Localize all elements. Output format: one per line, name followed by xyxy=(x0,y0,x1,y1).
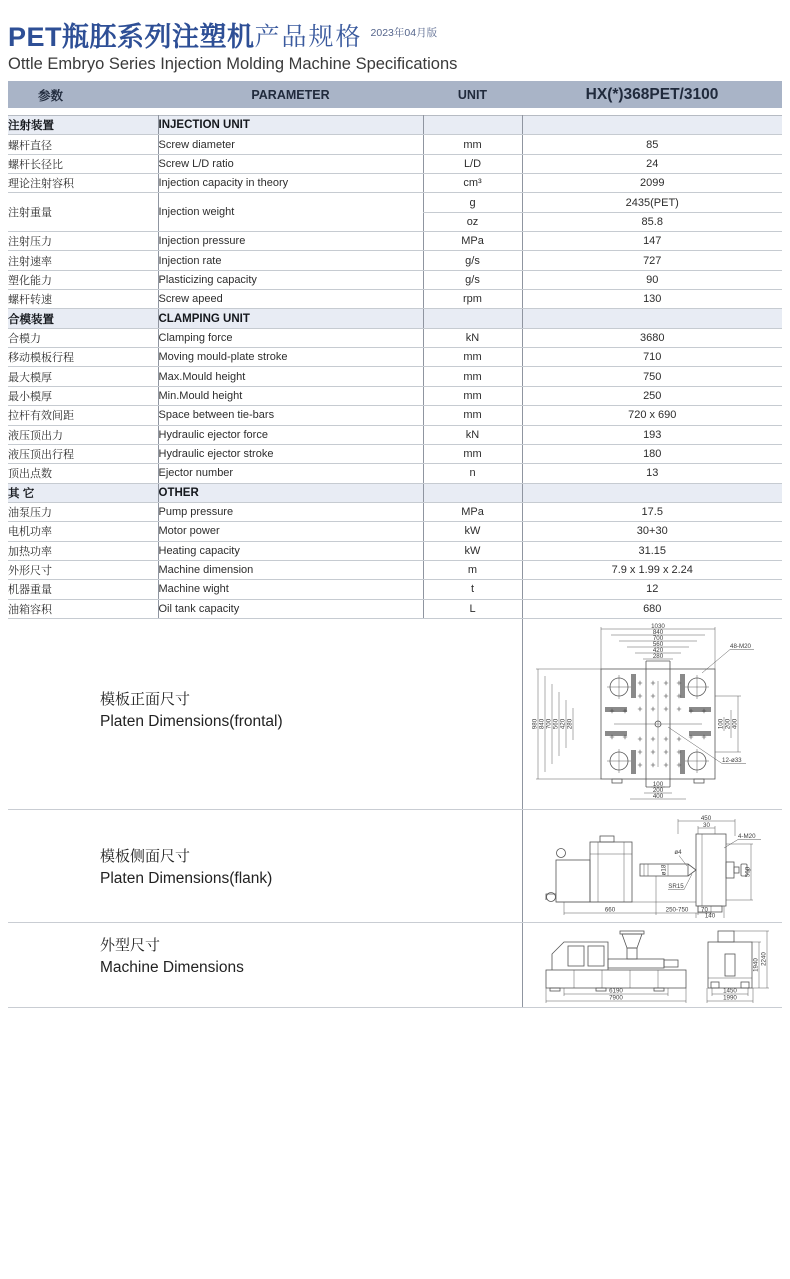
cell-unit: mm xyxy=(423,135,522,154)
cell-en: Plasticizing capacity xyxy=(158,270,423,289)
callout-labels xyxy=(668,643,754,764)
cell-value: 750 xyxy=(522,367,782,386)
cell-unit: g/s xyxy=(423,251,522,270)
cell-cn: 理论注射容积 xyxy=(8,174,158,193)
cell-unit: kW xyxy=(423,541,522,560)
cell-cn: 液压顶出力 xyxy=(8,425,158,444)
cell-en: Clamping force xyxy=(158,328,423,347)
diagram-label-en: Platen Dimensions(flank) xyxy=(100,869,273,887)
cell-value: 680 xyxy=(522,599,782,618)
svg-text:200: 200 xyxy=(724,718,732,730)
cell-unit: rpm xyxy=(423,290,522,309)
svg-text:560: 560 xyxy=(552,718,560,730)
cell-cn: 合模力 xyxy=(8,328,158,347)
cell-cn: 注射重量 xyxy=(8,193,158,232)
cell-en: Pump pressure xyxy=(158,502,423,521)
diagram-label-cn: 模板正面尺寸 xyxy=(100,690,191,708)
cell-en: Oil tank capacity xyxy=(158,599,423,618)
table-row xyxy=(8,174,782,193)
cell-value: 147 xyxy=(522,232,782,251)
spec-table xyxy=(8,115,782,619)
cell-en: Injection weight xyxy=(158,193,423,232)
cell-en: CLAMPING UNIT xyxy=(158,309,423,328)
table-row xyxy=(8,560,782,579)
table-row xyxy=(8,270,782,289)
cell-en: Heating capacity xyxy=(158,541,423,560)
svg-text:7900: 7900 xyxy=(608,994,623,1002)
col-header-unit: UNIT xyxy=(457,87,488,102)
col-header-model: HX(*)368PET/3100 xyxy=(585,85,719,103)
table-row xyxy=(8,328,782,347)
machine-dimensions-diagram xyxy=(522,923,782,1007)
cell-value: 2435(PET) xyxy=(522,193,782,212)
cell-value: 130 xyxy=(522,290,782,309)
diagram-row-platen-frontal xyxy=(8,619,782,810)
svg-text:12-ø33: 12-ø33 xyxy=(721,756,742,764)
cell-cn: 最小模厚 xyxy=(8,386,158,405)
cell-en: Machine dimension xyxy=(158,560,423,579)
diagram-label-cn: 外型尺寸 xyxy=(100,936,161,954)
platen-frontal-diagram xyxy=(522,619,782,809)
svg-text:420: 420 xyxy=(559,718,567,730)
cell-en: Hydraulic ejector force xyxy=(158,425,423,444)
cell-en: Space between tie-bars xyxy=(158,406,423,425)
cell-cn: 最大模厚 xyxy=(8,367,158,386)
svg-text:420: 420 xyxy=(652,646,663,654)
cell-unit: mm xyxy=(423,406,522,425)
subtitle-en: Ottle Embryo Series Injection Molding Machine Specifications xyxy=(8,55,458,73)
cell-value: 90 xyxy=(522,270,782,289)
svg-text:100: 100 xyxy=(717,718,725,730)
svg-text:ø4: ø4 xyxy=(673,848,682,856)
svg-text:30: 30 xyxy=(702,821,710,829)
cell-value: 7.9 x 1.99 x 2.24 xyxy=(522,560,782,579)
cell-en: INJECTION UNIT xyxy=(158,116,423,135)
table-row xyxy=(8,386,782,405)
table-row xyxy=(8,193,782,212)
cell-cn: 螺杆直径 xyxy=(8,135,158,154)
cell-en: Screw diameter xyxy=(158,135,423,154)
cell-cn: 注射装置 xyxy=(8,116,158,135)
cell-en: Motor power xyxy=(158,522,423,541)
svg-text:980: 980 xyxy=(531,718,539,730)
cell-value: 720 x 690 xyxy=(522,406,782,425)
table-row xyxy=(8,348,782,367)
cell-cn: 注射速率 xyxy=(8,251,158,270)
right-dimension-chain xyxy=(715,696,741,752)
svg-text:70: 70 xyxy=(700,906,708,914)
platen-flank-diagram xyxy=(522,810,782,922)
cell-unit: MPa xyxy=(423,502,522,521)
cell-unit: L xyxy=(423,599,522,618)
machine-end-view xyxy=(708,931,752,988)
cell-unit: oz xyxy=(423,212,522,231)
cell-unit: m xyxy=(423,560,522,579)
svg-text:450: 450 xyxy=(700,814,711,822)
svg-text:280: 280 xyxy=(652,652,663,660)
svg-text:560: 560 xyxy=(744,866,752,878)
cell-cn: 加热功率 xyxy=(8,541,158,560)
cell-cn: 外形尺寸 xyxy=(8,560,158,579)
svg-text:250-750: 250-750 xyxy=(665,906,688,914)
svg-text:400: 400 xyxy=(652,792,663,800)
cell-en: Machine wight xyxy=(158,580,423,599)
table-row xyxy=(8,251,782,270)
cell-cn: 移动模板行程 xyxy=(8,348,158,367)
cell-value: 250 xyxy=(522,386,782,405)
svg-text:2240: 2240 xyxy=(760,952,768,966)
diagram-row-machine xyxy=(8,923,782,1008)
cell-unit: MPa xyxy=(423,232,522,251)
cell-value: 193 xyxy=(522,425,782,444)
title-suffix: 产品规格 xyxy=(254,23,363,51)
cell-cn: 电机功率 xyxy=(8,522,158,541)
cell-cn: 螺杆转速 xyxy=(8,290,158,309)
section-row xyxy=(8,116,782,135)
svg-text:1450: 1450 xyxy=(722,987,737,995)
cell-cn: 液压顶出行程 xyxy=(8,444,158,463)
svg-text:ø18: ø18 xyxy=(660,864,667,876)
flank-right-dims xyxy=(726,844,753,900)
cell-value: 3680 xyxy=(522,328,782,347)
cell-unit: mm xyxy=(423,386,522,405)
flank-outline xyxy=(546,834,751,912)
cell-unit: cm³ xyxy=(423,174,522,193)
cell-value: 31.15 xyxy=(522,541,782,560)
cell-en: Max.Mould height xyxy=(158,367,423,386)
col-header-param-cn: 参数 xyxy=(38,88,64,103)
diagram-row-platen-flank xyxy=(8,810,782,923)
cell-value: 30+30 xyxy=(522,522,782,541)
cell-cn: 合模装置 xyxy=(8,309,158,328)
cell-cn: 油泵压力 xyxy=(8,502,158,521)
edition-label: 2023年04月版 xyxy=(370,27,438,39)
cell-unit: kW xyxy=(423,522,522,541)
cell-value: 17.5 xyxy=(522,502,782,521)
page-title xyxy=(8,18,782,52)
svg-text:700: 700 xyxy=(652,634,663,642)
cell-value: 727 xyxy=(522,251,782,270)
cell-cn: 注射压力 xyxy=(8,232,158,251)
svg-text:100: 100 xyxy=(652,780,663,788)
cell-cn: 油箱容积 xyxy=(8,599,158,618)
svg-text:1940: 1940 xyxy=(752,958,760,972)
table-row xyxy=(8,367,782,386)
section-row xyxy=(8,309,782,328)
cell-en: Screw apeed xyxy=(158,290,423,309)
cell-unit: g xyxy=(423,193,522,212)
svg-text:6190: 6190 xyxy=(608,987,623,995)
cell-value: 710 xyxy=(522,348,782,367)
table-row xyxy=(8,290,782,309)
cell-en: Screw L/D ratio xyxy=(158,154,423,173)
machine-side-dims xyxy=(546,988,686,1003)
cell-en: Injection pressure xyxy=(158,232,423,251)
cell-unit: mm xyxy=(423,348,522,367)
table-row xyxy=(8,444,782,463)
cell-unit: g/s xyxy=(423,270,522,289)
table-row xyxy=(8,464,782,483)
cell-en: OTHER xyxy=(158,483,423,502)
cell-unit: t xyxy=(423,580,522,599)
svg-text:840: 840 xyxy=(652,628,663,636)
table-row xyxy=(8,541,782,560)
table-row xyxy=(8,522,782,541)
table-header-band xyxy=(8,81,782,108)
bottom-dimension-chain xyxy=(630,781,686,800)
cell-cn: 机器重量 xyxy=(8,580,158,599)
cell-unit: mm xyxy=(423,367,522,386)
cell-unit: L/D xyxy=(423,154,522,173)
table-row xyxy=(8,135,782,154)
cell-en: Injection capacity in theory xyxy=(158,174,423,193)
svg-text:280: 280 xyxy=(566,718,574,730)
cell-value: 85 xyxy=(522,135,782,154)
table-row xyxy=(8,599,782,618)
svg-text:1990: 1990 xyxy=(722,994,737,1002)
cell-en: Ejector number xyxy=(158,464,423,483)
title-cn: PET瓶胚系列注塑机 xyxy=(8,22,255,52)
svg-text:840: 840 xyxy=(538,718,546,730)
svg-text:140: 140 xyxy=(704,912,715,918)
cell-cn: 其 它 xyxy=(8,483,158,502)
left-dimension-chain xyxy=(531,669,600,779)
col-header-parameter: PARAMETER xyxy=(251,87,330,102)
cell-unit: n xyxy=(423,464,522,483)
machine-side-view xyxy=(546,931,686,991)
cell-cn: 塑化能力 xyxy=(8,270,158,289)
cell-value: 180 xyxy=(522,444,782,463)
svg-text:560: 560 xyxy=(652,640,663,648)
cell-cn: 拉杆有效间距 xyxy=(8,406,158,425)
table-row xyxy=(8,425,782,444)
table-row xyxy=(8,154,782,173)
cell-value: 12 xyxy=(522,580,782,599)
page-content xyxy=(8,0,782,1008)
cell-value: 24 xyxy=(522,154,782,173)
cell-value: 2099 xyxy=(522,174,782,193)
cell-unit: mm xyxy=(423,444,522,463)
cell-cn: 顶出点数 xyxy=(8,464,158,483)
diagram-label-cn: 模板侧面尺寸 xyxy=(100,847,191,865)
diagram-label xyxy=(8,619,522,809)
svg-text:200: 200 xyxy=(652,786,663,794)
flank-top-dims xyxy=(678,815,761,848)
section-row xyxy=(8,483,782,502)
cell-en: Moving mould-plate stroke xyxy=(158,348,423,367)
top-dimension-chain xyxy=(601,623,715,669)
diagram-label xyxy=(8,923,522,1007)
svg-text:1030: 1030 xyxy=(650,622,665,630)
cell-cn: 螺杆长径比 xyxy=(8,154,158,173)
cell-en: Hydraulic ejector stroke xyxy=(158,444,423,463)
cell-unit: kN xyxy=(423,328,522,347)
table-row xyxy=(8,232,782,251)
diagram-label-en: Machine Dimensions xyxy=(100,958,244,976)
diagram-label xyxy=(8,810,522,922)
cell-en: Injection rate xyxy=(158,251,423,270)
cell-value: 13 xyxy=(522,464,782,483)
svg-text:660: 660 xyxy=(604,906,615,914)
svg-text:700: 700 xyxy=(545,718,553,730)
svg-text:4-M20: 4-M20 xyxy=(737,832,756,840)
cell-unit: kN xyxy=(423,425,522,444)
svg-text:SR15: SR15 xyxy=(667,882,684,890)
platen-outline xyxy=(601,661,715,787)
table-row xyxy=(8,580,782,599)
svg-text:400: 400 xyxy=(731,718,739,730)
table-row xyxy=(8,406,782,425)
cell-value: 85.8 xyxy=(522,212,782,231)
diagram-label-en: Platen Dimensions(frontal) xyxy=(100,712,283,730)
svg-text:48-M20: 48-M20 xyxy=(729,642,751,650)
flank-nozzle-dims xyxy=(660,849,692,890)
cell-en: Min.Mould height xyxy=(158,386,423,405)
table-row xyxy=(8,502,782,521)
